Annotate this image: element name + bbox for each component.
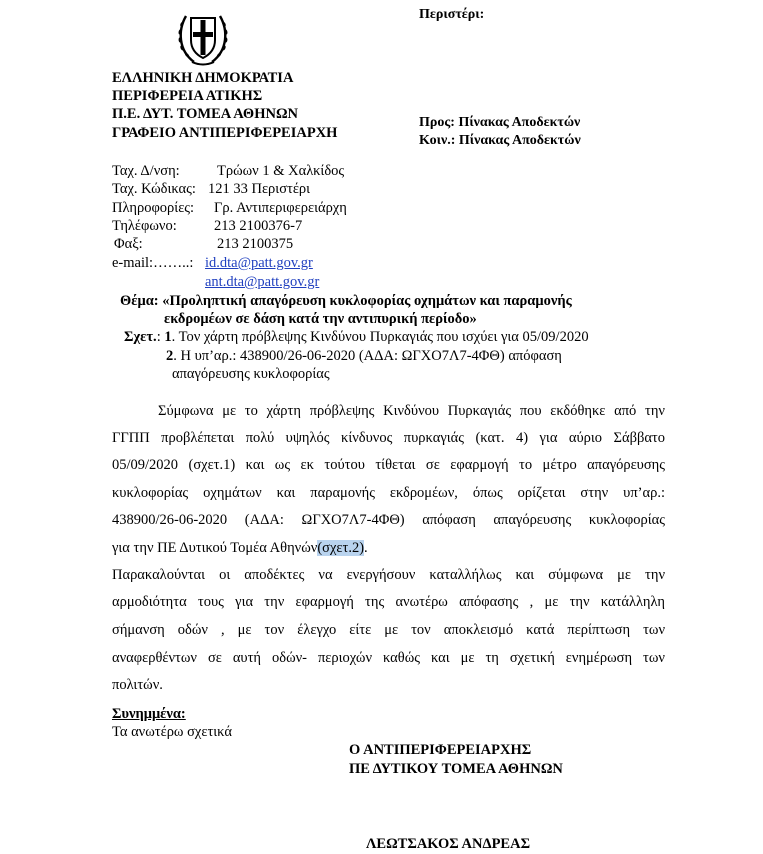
body-p2-line-5: πολιτών. [112,677,163,693]
postcode-value: 121 33 Περιστέρι [208,181,311,197]
reference-2-text: . Η υπ’αρ.: 438900/26-06-2020 (ΑΔΑ: ΩΓΧΟ7Λ7-4ΦΘ) απόφαση [173,348,562,364]
reference-2 [166,348,562,365]
body-p1-last-text: για την ΠΕ Δυτικού Τομέα Αθηνών [112,540,318,556]
org-name-country: ΕΛΛΗΝΙΚΗ ΔΗΜΟΚΡΑΤΙΑ [112,70,294,86]
body-p1-line-6 [112,540,368,557]
postcode-label: Ταχ. Κώδικας: [112,181,196,197]
body-p2-line-3: σήμανση οδών , με τον έλεγχο είτε με τον αποκλεισμό κατά περίπτωση των [112,622,665,638]
org-name-unit: Π.Ε. ΔΥΤ. ΤΟΜΕΑ ΑΘΗΝΩΝ [112,106,299,122]
selected-text-highlight[interactable]: (σχετ.2) [317,540,365,556]
email-label: e-mail:……..: [112,255,194,271]
body-p1-line-5: 438900/26-06-2020 (ΑΔΑ: ΩΓΧΟ7Λ7-4ΦΘ) απόφαση απαγόρευσης κυκλοφορίας [112,512,665,528]
body-p1-last-period: . [364,540,368,556]
fax-value: 213 2100375 [217,236,294,252]
body-p2-line-1: Παρακαλούνται οι αποδέκτες να ενεργήσουν καταλλήλως και σύμφωνα με την [112,567,665,583]
reference-1 [124,329,589,346]
body-p1-line-4: κυκλοφορίας οχημάτων και παραμονής εκδρομέων, όπως ορίζεται στην υπ’αρ.: [112,485,665,501]
recipients-to: Προς: Πίνακας Αποδεκτών [419,115,581,130]
body-p1-line-1: Σύμφωνα με το χάρτη πρόβλεψης Κινδύνου Πυρκαγιάς που εκδόθηκε από την [158,403,665,419]
body-p1-line-2: ΓΓΠΠ προβλέπεται πολύ υψηλός κίνδυνος πυρκαγιάς (κατ. 4) για αύριο Σάββατο [112,430,665,446]
recipients-cc: Κοιν.: Πίνακας Αποδεκτών [419,133,581,148]
body-p2-line-4: αναφερθέντων σε αυτή οδών- περιοχών καθώς και με τη σχετική ενημέρωση των [112,650,665,666]
reference-1-number: 1 [164,329,172,345]
subject-line-2: εκδρομέων σε δάση κατά την αντιπυρική περίοδο» [164,311,477,327]
body-p1-line-3: 05/09/2020 (σχετ.1) και ως εκ τούτου τίθεται σε εφαρμογή το μέτρο απαγόρευσης [112,457,665,473]
signature-name: ΛΕΩΤΣΑΚΟΣ ΑΝΔΡΕΑΣ [366,836,531,852]
org-name-region: ΠΕΡΙΦΕΡΕΙΑ ΑΤΙΚΗΣ [112,88,263,104]
email-link-primary[interactable]: id.dta@patt.gov.gr [205,255,313,271]
info-label: Πληροφορίες: [112,200,195,216]
subject-line-1: Θέμα: «Προληπτική απαγόρευση κυκλοφορίας οχημάτων και παραμονής [120,293,572,309]
info-value: Γρ. Αντιπεριφερειάρχη [214,200,347,216]
phone-value: 213 2100376-7 [214,218,303,234]
org-name-office: ΓΡΑΦΕΙΟ ΑΝΤΙΠΕΡΙΦΕΡΕΙΑΡΧΗ [112,125,338,141]
signature-unit: ΠΕ ΔΥΤΙΚΟΥ ΤΟΜΕΑ ΑΘΗΝΩΝ [349,761,563,777]
place-label: Περιστέρι: [419,7,485,22]
reference-2-number: 2 [166,348,174,364]
address-value: Τρώων 1 & Χαλκίδος [217,163,345,179]
reference-label: Σχετ. [124,329,157,345]
signature-title: Ο ΑΝΤΙΠΕΡΙΦΕΡΕΙΑΡΧΗΣ [349,742,532,758]
email-link-secondary[interactable]: ant.dta@patt.gov.gr [205,274,320,290]
fax-label: Φαξ: [114,236,143,252]
address-label: Ταχ. Δ/νση: [112,163,180,179]
greek-emblem-icon [176,6,230,68]
body-p2-line-2: αρμοδιότητα τους για την εφαρμογή της ανωτέρω απόφασης , με την κατάλληλη [112,594,665,610]
reference-colon: : [156,329,161,345]
attachments-label: Συνημμένα: [112,706,186,722]
reference-1-text: . Τον χάρτη πρόβλεψης Κινδύνου Πυρκαγιάς που ισχύει για 05/09/2020 [171,329,589,345]
phone-label: Τηλέφωνο: [112,218,177,234]
reference-2-continuation: απαγόρευσης κυκλοφορίας [172,366,330,382]
attachments-text: Τα ανωτέρω σχετικά [112,724,232,740]
